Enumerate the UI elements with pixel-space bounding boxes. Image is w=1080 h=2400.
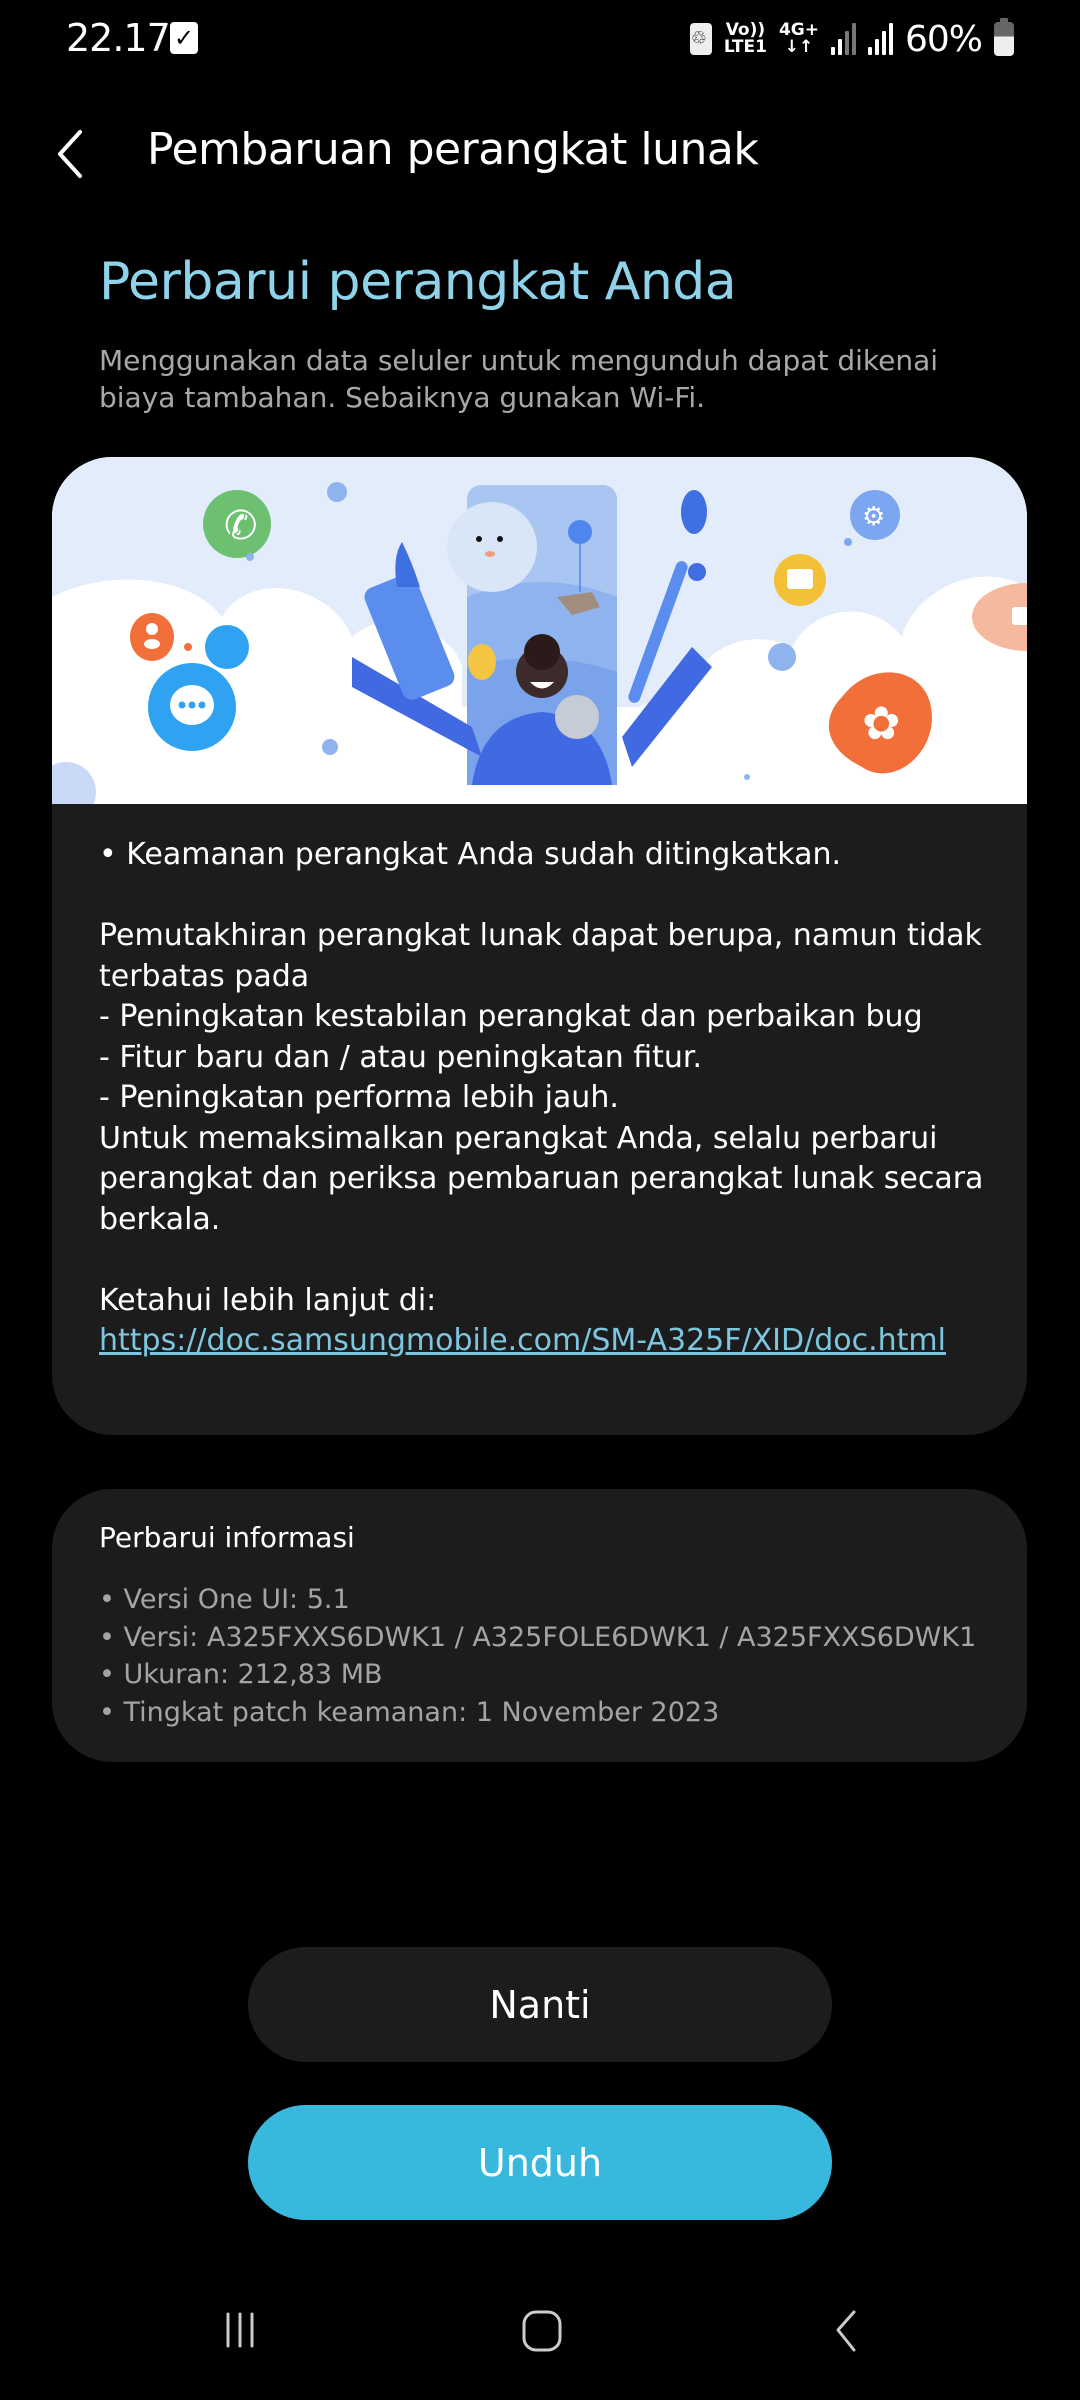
download-size: • Ukuran: 212,83 MB bbox=[99, 1656, 976, 1694]
later-button[interactable]: Nanti bbox=[248, 1947, 832, 2062]
signal-sim2-icon bbox=[868, 23, 893, 55]
status-time: 22.17 bbox=[66, 16, 170, 60]
volte-icon bbox=[724, 22, 767, 56]
mobile-data-warning: Menggunakan data seluler untuk mengunduh dapat dikenai biaya tambahan. Sebaiknya gunakan Wi-Fi. bbox=[99, 344, 939, 414]
learn-more-label: Ketahui lebih lanjut di: bbox=[99, 1282, 437, 1318]
release-notes-card bbox=[52, 457, 1027, 1435]
update-intro: Pemutakhiran perangkat lunak dapat berupa, namun tidak terbatas pada bbox=[99, 918, 982, 994]
battery-percent: 60% bbox=[904, 18, 982, 60]
network-type-icon bbox=[779, 22, 819, 56]
update-item: - Peningkatan performa lebih jauh. bbox=[99, 1080, 619, 1115]
data-activity-arrows: ↓↑ bbox=[784, 37, 814, 57]
security-patch-level: • Tingkat patch keamanan: 1 November 2023 bbox=[99, 1694, 976, 1732]
update-info-card bbox=[52, 1489, 1027, 1762]
one-ui-version: • Versi One UI: 5.1 bbox=[99, 1581, 976, 1619]
notification-checkbox-icon: ✓ bbox=[170, 22, 198, 54]
home-button[interactable] bbox=[500, 2300, 580, 2380]
status-icons bbox=[690, 14, 1014, 64]
download-button[interactable]: Unduh bbox=[248, 2105, 832, 2220]
hero-title: Perbarui perangkat Anda bbox=[99, 252, 737, 312]
update-item: - Peningkatan kestabilan perangkat dan perbaikan bug bbox=[99, 999, 923, 1034]
lte-label: LTE1 bbox=[723, 37, 767, 57]
svg-text:⚙: ⚙ bbox=[862, 502, 886, 532]
page-title: Pembaruan perangkat lunak bbox=[147, 124, 759, 175]
battery-saver-icon bbox=[690, 23, 712, 55]
back-button[interactable] bbox=[50, 124, 98, 184]
update-item: - Fitur baru dan / atau peningkatan fitur. bbox=[99, 1039, 703, 1075]
signal-sim1-icon bbox=[831, 23, 856, 55]
security-note: • Keamanan perangkat Anda sudah ditingkatkan. bbox=[99, 837, 842, 872]
nav-back-button[interactable] bbox=[820, 2300, 864, 2380]
release-notes-body bbox=[99, 835, 999, 1362]
battery-icon bbox=[994, 22, 1014, 56]
nav-back-icon bbox=[820, 2300, 864, 2360]
home-icon bbox=[500, 2300, 580, 2360]
update-outro: Untuk memaksimalkan perangkat Anda, selalu perbarui perangkat dan periksa pembaruan perangkat lunak secara berkala. bbox=[99, 1120, 984, 1237]
svg-text:✆: ✆ bbox=[224, 503, 258, 549]
learn-more-link[interactable]: https://doc.samsungmobile.com/SM-A325F/XID/doc.html bbox=[99, 1323, 946, 1358]
build-version: • Versi: A325FXXS6DWK1 / A325FOLE6DWK1 / A325FXXS6DWK1 bbox=[99, 1619, 976, 1657]
svg-text:✿: ✿ bbox=[862, 696, 901, 750]
update-info-title: Perbarui informasi bbox=[99, 1521, 355, 1554]
volte-label: Vo)) bbox=[725, 20, 766, 40]
update-illustration bbox=[52, 457, 1027, 804]
chevron-left-icon bbox=[50, 124, 98, 184]
network-type-label: 4G+ bbox=[778, 20, 819, 40]
update-info-list bbox=[99, 1581, 976, 1731]
recent-apps-button[interactable] bbox=[220, 2300, 264, 2380]
recent-apps-icon bbox=[220, 2300, 264, 2360]
